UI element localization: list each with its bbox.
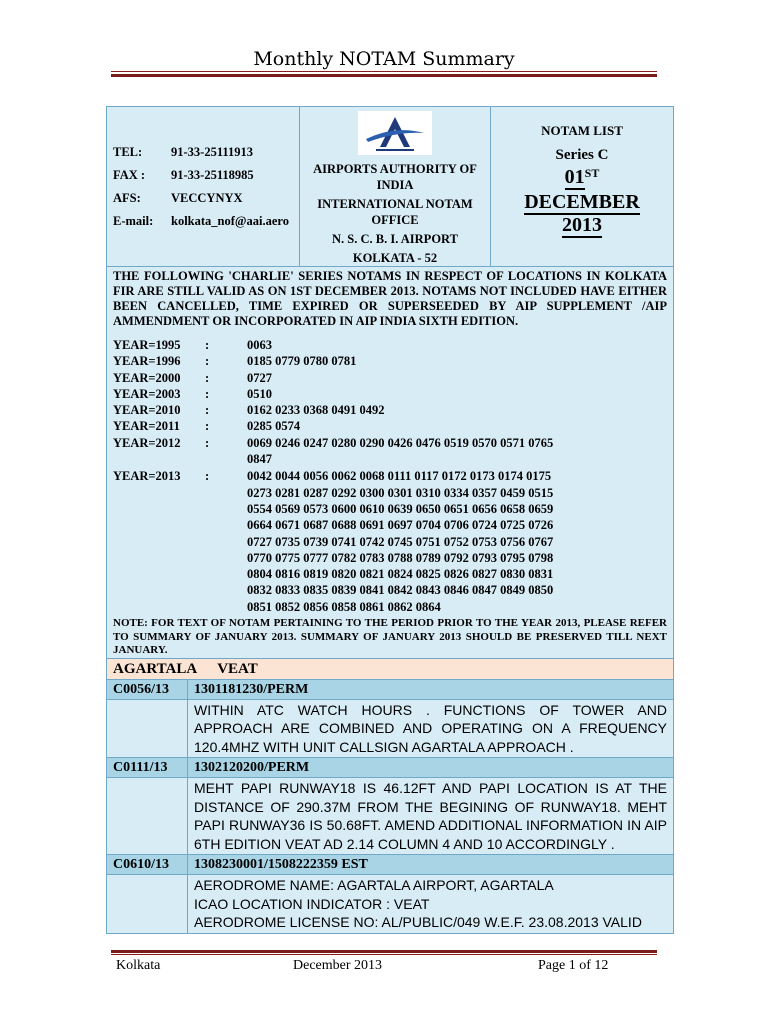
email-value: kolkata_nof@aai.aero (171, 213, 289, 228)
notam-numbers: 0727 0735 0739 0741 0742 0745 0751 0752 0753 0756 0767 (247, 534, 554, 549)
year-label (113, 566, 205, 582)
notam-numbers: 0273 0281 0287 0292 0300 0301 0310 0334 0357 0459 0515 (247, 485, 554, 500)
year-row (113, 534, 667, 550)
year-label (113, 550, 205, 566)
notam-text (188, 875, 674, 934)
notam-id: C0056/13 (107, 679, 188, 699)
fax-value: 91-33-25118985 (171, 167, 254, 182)
contact-label: AFS: (113, 190, 141, 205)
year-label (113, 501, 205, 517)
notam-numbers: 0770 0775 0777 0782 0783 0788 0789 0792 0793 0795 0798 (247, 550, 554, 565)
contact-block (107, 107, 300, 267)
notam-numbers: 0510 (247, 386, 272, 401)
year-separator (205, 485, 247, 501)
notam-numbers: 0554 0569 0573 0600 0610 0639 0650 0651 0656 0658 0659 (247, 501, 554, 516)
issue-day-suffix: ST (584, 166, 600, 180)
year-row (113, 517, 667, 533)
notam-id-spacer (107, 875, 188, 934)
year-separator (205, 534, 247, 550)
year-row (113, 485, 667, 501)
notam-id-spacer (107, 778, 188, 855)
notam-text-line: AERODROME LICENSE NO: AL/PUBLIC/049 W.E.F. 23.08.2013 VALID (194, 914, 642, 931)
year-separator: : (205, 435, 210, 450)
year-separator: : (205, 469, 210, 484)
series-label: Series C (555, 147, 609, 163)
notam-numbers: 0285 0574 (247, 419, 301, 434)
issue-month: DECEMBER (524, 191, 640, 214)
year-row (113, 370, 667, 386)
year-label (113, 517, 205, 533)
year-label: YEAR=2012 (113, 435, 181, 450)
notam-numbers: 0851 0852 0856 0858 0861 0862 0864 (247, 599, 441, 614)
notam-numbers: 0185 0779 0780 0781 (247, 354, 357, 369)
year-separator (205, 451, 247, 467)
notam-table (106, 106, 674, 934)
year-row (113, 501, 667, 517)
year-label: YEAR=2003 (113, 386, 181, 401)
notam-validity: 1308230001/1508222359 EST (188, 855, 674, 875)
notam-numbers: 0042 0044 0056 0062 0068 0111 0117 0172 0173 0174 0175 (247, 469, 552, 484)
contact-label: E-mail: (113, 213, 154, 228)
notam-list-block (491, 107, 674, 267)
year-row (113, 451, 667, 467)
notam-numbers: 0847 (247, 452, 272, 467)
afs-value: VECCYNYX (171, 190, 243, 205)
location-code: VEAT (217, 660, 258, 677)
notam-id: C0111/13 (107, 758, 188, 778)
notam-list-label: NOTAM LIST (541, 123, 623, 138)
office-airport: N. S. C. B. I. AIRPORT (332, 232, 458, 246)
year-label: YEAR=2011 (113, 419, 180, 434)
issue-day-number: 01 (564, 166, 585, 189)
intro-text: THE FOLLOWING 'CHARLIE' SERIES NOTAMS IN RESPECT OF LOCATIONS IN KOLKATA FIR ARE STILL VALID AS ON 1ST DECEMBER 2013. NOTAMS NOT INCLUDED HAVE EITHER BEEN CANCELLED, TIME EXPIRED OR SUPERSEEDED BY AIP SUPPLEMENT /AIP AMMENDMENT OR INCORPORATED IN AIP INDIA SIXTH EDITION. (113, 269, 667, 328)
note-text: NOTE: FOR TEXT OF NOTAM PERTAINING TO THE PERIOD PRIOR TO THE YEAR 2013, PLEASE REFER TO SUMMARY OF JANUARY 2013. SUMMARY OF JANUARY 2013 SHOULD BE PRESERVED TILL NEXT JANUARY. (113, 617, 667, 657)
year-row (113, 337, 667, 353)
notam-numbers: 0804 0816 0819 0820 0821 0824 0825 0826 0827 0830 0831 (247, 567, 554, 582)
notam-numbers: 0069 0246 0247 0280 0290 0426 0476 0519 0570 0571 0765 (247, 435, 554, 450)
year-row (113, 386, 667, 402)
year-label: YEAR=1995 (113, 338, 181, 352)
issue-day (497, 166, 667, 189)
year-separator (205, 599, 247, 615)
year-row (113, 402, 667, 418)
aai-logo-icon (358, 111, 432, 155)
year-row (113, 418, 667, 434)
year-separator: : (205, 419, 210, 434)
year-separator (205, 582, 247, 598)
footer-location: Kolkata (116, 958, 161, 973)
notam-id-spacer (107, 699, 188, 758)
office-block (300, 107, 491, 267)
year-separator (205, 550, 247, 566)
office-name: AIRPORTS AUTHORITY OF INDIA (313, 162, 477, 192)
year-label (113, 451, 205, 467)
footer-page: Page 1 of 12 (538, 958, 609, 973)
year-label (113, 485, 205, 501)
issue-year: 2013 (562, 214, 602, 237)
footer-rule-thin (111, 954, 657, 955)
notam-id: C0610/13 (107, 855, 188, 875)
notam-numbers: 0727 (247, 370, 272, 385)
year-label (113, 582, 205, 598)
year-label (113, 599, 205, 615)
office-unit: INTERNATIONAL NOTAM OFFICE (317, 197, 473, 227)
year-row (113, 550, 667, 566)
year-separator: : (205, 338, 210, 352)
notam-numbers: 0832 0833 0835 0839 0841 0842 0843 0846 0847 0849 0850 (247, 583, 554, 598)
notam-sheet (106, 106, 673, 934)
header-rule-thick (111, 74, 657, 77)
location-heading (107, 658, 674, 679)
year-label: YEAR=2013 (113, 469, 181, 484)
year-row (113, 599, 667, 615)
tel-value: 91-33-25111913 (171, 144, 253, 159)
year-separator: : (205, 386, 210, 401)
notam-numbers: 0664 0671 0687 0688 0691 0697 0704 0706 0724 0725 0726 (247, 518, 554, 533)
header-rule-thin (111, 71, 657, 72)
contact-label: TEL: (113, 144, 143, 159)
contact-label: FAX : (113, 167, 146, 182)
notam-numbers: 0162 0233 0368 0491 0492 (247, 403, 385, 418)
year-list (107, 331, 673, 615)
footer-rule-thick (111, 950, 657, 953)
notam-text-line: ICAO LOCATION INDICATOR : VEAT (194, 895, 430, 912)
notam-validity: 1302120200/PERM (188, 758, 674, 778)
year-separator (205, 566, 247, 582)
page-title: Monthly NOTAM Summary (253, 48, 515, 70)
year-label: YEAR=2000 (113, 370, 181, 385)
year-separator (205, 501, 247, 517)
year-label (113, 534, 205, 550)
year-row (113, 566, 667, 582)
footer-date: December 2013 (293, 958, 383, 973)
year-separator (205, 517, 247, 533)
year-row (113, 468, 667, 484)
year-separator: : (205, 403, 210, 418)
notam-text: MEHT PAPI RUNWAY18 IS 46.12FT AND PAPI LOCATION IS AT THE DISTANCE OF 290.37M FROM THE BEGINING OF RUNWAY18. MEHT PAPI RUNWAY36 IS 50.68FT. AMEND ADDITIONAL INFORMATION IN AIP 6TH EDITION VEAT AD 2.14 COLUMN 4 AND 10 ACCORDINGLY . (188, 778, 674, 855)
office-city: KOLKATA - 52 (352, 251, 438, 265)
notam-text: WITHIN ATC WATCH HOURS . FUNCTIONS OF TOWER AND APPROACH ARE COMBINED AND OPERATING ON A FREQUENCY 120.4MHZ WITH UNIT CALLSIGN AGARTALA APPROACH . (188, 699, 674, 758)
summary-block (107, 267, 674, 659)
year-separator: : (205, 354, 210, 369)
location-name: AGARTALA (113, 660, 198, 677)
year-row (113, 435, 667, 451)
notam-validity: 1301181230/PERM (188, 679, 674, 699)
year-label: YEAR=2010 (113, 403, 181, 418)
notam-text-line: AERODROME NAME: AGARTALA AIRPORT, AGARTALA (194, 877, 554, 894)
year-separator: : (205, 370, 210, 385)
notam-numbers: 0063 (247, 338, 272, 352)
year-label: YEAR=1996 (113, 354, 181, 369)
year-row (113, 582, 667, 598)
year-row (113, 353, 667, 369)
